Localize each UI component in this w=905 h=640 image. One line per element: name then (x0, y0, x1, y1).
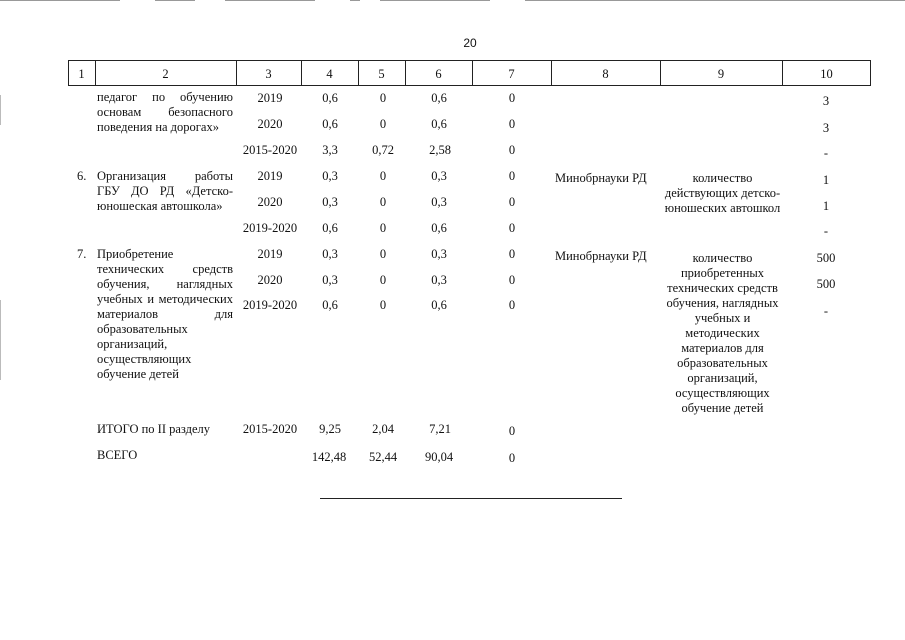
block7-row2-c4: 0,3 (322, 273, 338, 287)
block1-row1-year: 2019 (257, 91, 283, 105)
block7-row2-c7: 0 (508, 273, 516, 287)
block1-row3-c10: - (823, 146, 829, 160)
block7-row1-c5: 0 (379, 247, 387, 261)
block1-row3-c4: 3,3 (322, 143, 338, 157)
header-col-9: 9 (717, 67, 725, 81)
block6-row1-year: 2019 (257, 169, 283, 183)
block7-executor: Минобрнауки РД (555, 249, 647, 263)
block6-row1-c5: 0 (379, 169, 387, 183)
scan-artifact (0, 0, 120, 1)
block1-row1-c7: 0 (508, 91, 516, 105)
block7-row2-year: 2020 (257, 273, 283, 287)
block1-row3-c5: 0,72 (372, 143, 394, 157)
block6-description: Организация работы ГБУ ДО РД «Детско-юношеская автошкола» (97, 169, 233, 213)
scan-artifact (350, 0, 360, 1)
block1-row2-c10: 3 (822, 121, 830, 135)
block7-row1-c10: 500 (816, 251, 836, 265)
grand-total-c6: 90,04 (424, 450, 454, 464)
block6-row3-c10: - (823, 224, 829, 238)
block1-row3-c7: 0 (508, 143, 516, 157)
block7-row3-c6: 0,6 (431, 298, 447, 312)
grand-total-c7: 0 (508, 451, 516, 465)
block6-row2-c7: 0 (508, 195, 516, 209)
block6-row2-c4: 0,3 (322, 195, 338, 209)
scan-artifact (525, 0, 905, 1)
block1-row3-year: 2015-2020 (242, 143, 298, 157)
block6-row3-year: 2019-2020 (242, 221, 298, 235)
block6-row1-c4: 0,3 (322, 169, 338, 183)
section-total-c4: 9,25 (319, 422, 341, 436)
header-col-4: 4 (326, 67, 333, 81)
block6-row1-c7: 0 (508, 169, 516, 183)
section-total-c6: 7,21 (429, 422, 451, 436)
scan-artifact (0, 95, 1, 125)
end-of-table-rule (320, 498, 622, 499)
scan-artifact (225, 0, 315, 1)
block6-row1-c6: 0,3 (431, 169, 447, 183)
section-total-c7: 0 (508, 424, 516, 438)
block7-row1-c4: 0,3 (322, 247, 338, 261)
section-total-c5: 2,04 (372, 422, 394, 436)
block6-row3-c5: 0 (379, 221, 387, 235)
header-col-3: 3 (265, 67, 272, 81)
block6-row3-c4: 0,6 (322, 221, 338, 235)
block7-row2-c6: 0,3 (431, 273, 447, 287)
block7-row1-c6: 0,3 (431, 247, 447, 261)
block1-description: педагог по обучению основам безопасного поведения на дорогах» (97, 90, 233, 134)
block7-row3-year: 2019-2020 (242, 298, 298, 312)
block7-row3-c10: - (823, 304, 829, 318)
block1-row1-c5: 0 (379, 91, 387, 105)
block6-row1-c10: 1 (822, 173, 830, 187)
section-total-year: 2015-2020 (242, 422, 298, 436)
scan-artifact (0, 300, 1, 380)
block7-description: Приобретение технических средств обучения, наглядных учебных и методических материалов для образовательных организаций, осуществляющих обучение детей (97, 247, 233, 381)
block1-row1-c6: 0,6 (431, 91, 447, 105)
block6-number: 6. (77, 169, 87, 183)
header-col-6: 6 (435, 67, 442, 81)
block7-row3-c4: 0,6 (322, 298, 338, 312)
block7-row3-c7: 0 (508, 298, 516, 312)
block6-row3-c7: 0 (508, 221, 516, 235)
header-col-1: 1 (78, 67, 85, 81)
block7-row2-c10: 500 (816, 277, 836, 291)
header-col-10: 10 (820, 67, 833, 81)
block7-row3-c5: 0 (379, 298, 387, 312)
block7-row1-year: 2019 (257, 247, 283, 261)
block1-row3-c6: 2,58 (429, 143, 451, 157)
header-col-8: 8 (602, 67, 609, 81)
grand-total-c4: 142,48 (311, 450, 347, 464)
page-number: 20 (463, 36, 477, 50)
block7-indicator: количество приобретенных технических средств обучения, наглядных учебных и методических материалов для образовательных организаций, осуществляющих обучение детей (666, 251, 779, 415)
block1-row1-c4: 0,6 (322, 91, 338, 105)
section-total-label: ИТОГО по II разделу (97, 422, 211, 436)
header-col-5: 5 (378, 67, 385, 81)
block6-executor: Минобрнауки РД (555, 171, 647, 185)
block1-row1-c10: 3 (822, 94, 830, 108)
block7-row2-c5: 0 (379, 273, 387, 287)
grand-total-label: ВСЕГО (97, 448, 138, 462)
block6-row2-c10: 1 (822, 199, 830, 213)
header-col-2: 2 (162, 67, 169, 81)
block7-number: 7. (77, 247, 87, 261)
block6-row2-c5: 0 (379, 195, 387, 209)
block1-row2-c6: 0,6 (431, 117, 447, 131)
block6-indicator: количество действующих детско-юношеских автошкол (664, 171, 781, 215)
block6-row3-c6: 0,6 (431, 221, 447, 235)
block1-row2-c4: 0,6 (322, 117, 338, 131)
header-col-7: 7 (508, 67, 515, 81)
scan-artifact (155, 0, 195, 1)
block7-row1-c7: 0 (508, 247, 516, 261)
block1-row2-c5: 0 (379, 117, 387, 131)
grand-total-c5: 52,44 (368, 450, 398, 464)
scan-artifact (380, 0, 490, 1)
block6-row2-c6: 0,3 (431, 195, 447, 209)
block1-row2-year: 2020 (257, 117, 283, 131)
block1-row2-c7: 0 (508, 117, 516, 131)
block6-row2-year: 2020 (257, 195, 283, 209)
